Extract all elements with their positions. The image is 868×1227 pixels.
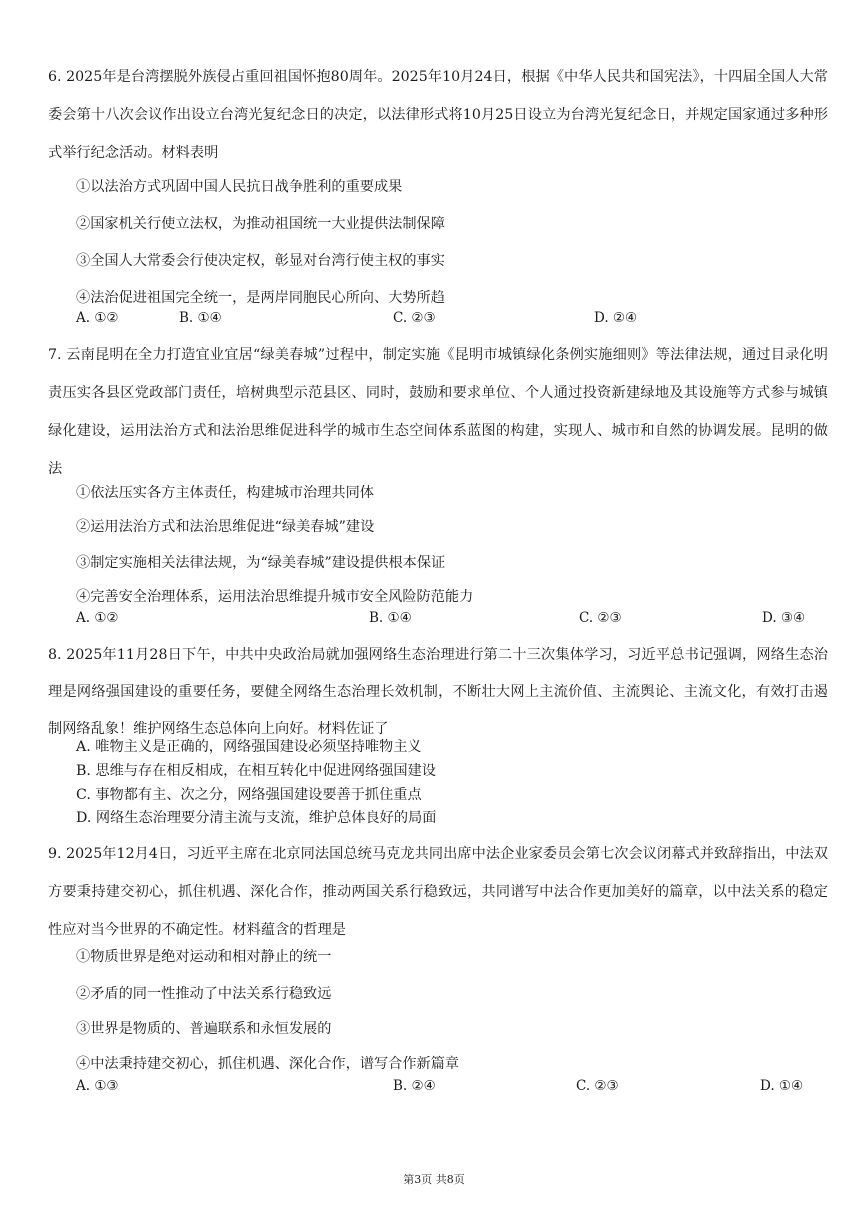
q9-statement-2: ②矛盾的同一性推动了中法关系行稳致远 [76, 986, 332, 1002]
q9-statement-3: ③世界是物质的、普遍联系和永恒发展的 [76, 1021, 332, 1037]
q9-choices [76, 1076, 816, 1096]
q9-statement-1: ①物质世界是绝对运动和相对静止的统一 [76, 949, 332, 965]
q6-choice-a[interactable]: A. ①② [76, 310, 119, 326]
q7-choices [76, 608, 816, 628]
q7-statement-3: ③制定实施相关法律法规，为“绿美春城”建设提供根本保证 [76, 555, 446, 571]
q8-option-a[interactable]: A. 唯物主义是正确的，网络强国建设必须坚持唯物主义 [76, 739, 422, 755]
q7-statement-4: ④完善安全治理体系，运用法治思维提升城市安全风险防范能力 [76, 589, 474, 605]
q7-choice-b[interactable]: B. ①④ [369, 610, 412, 626]
q7-statement-1: ①依法压实各方主体责任，构建城市治理共同体 [76, 485, 374, 501]
q6-statement-3: ③全国人大常委会行使决定权，彰显对台湾行使主权的事实 [76, 253, 445, 269]
question-6-stem: 6. 2025年是台湾摆脱外族侵占重回祖国怀抱80周年。2025年10月24日，根据《中华人民共和国宪法》，十四届全国人大常委会第十八次会议作出设立台湾光复纪念日的决定，以法律形式将10月25日设立为台湾光复纪念日，并规定国家通过多种形式举行纪念活动。材料表明 [48, 69, 828, 161]
q7-choice-a[interactable]: A. ①② [76, 610, 119, 626]
q6-statement-2: ②国家机关行使立法权，为推动祖国统一大业提供法制保障 [76, 216, 445, 232]
q8-option-b[interactable]: B. 思维与存在相反相成，在相互转化中促进网络强国建设 [76, 763, 436, 779]
q6-choice-c[interactable]: C. ②③ [393, 310, 436, 326]
q6-statement-1: ①以法治方式巩固中国人民抗日战争胜利的重要成果 [76, 179, 403, 195]
q8-option-d[interactable]: D. 网络生态治理要分清主流与支流，维护总体良好的局面 [76, 810, 437, 826]
q9-choice-b[interactable]: B. ②④ [393, 1078, 436, 1094]
q7-choice-d[interactable]: D. ③④ [762, 610, 806, 626]
q6-choice-b[interactable]: B. ①④ [179, 310, 222, 326]
q6-choice-d[interactable]: D. ②④ [594, 310, 638, 326]
q9-choice-d[interactable]: D. ①④ [760, 1078, 804, 1094]
q9-statement-4: ④中法秉持建交初心，抓住机遇、深化合作，谱写合作新篇章 [76, 1056, 460, 1072]
question-8-stem: 8. 2025年11月28日下午，中共中央政治局就加强网络生态治理进行第二十三次集体学习，习近平总书记强调，网络生态治理是网络强国建设的重要任务，要健全网络生态治理长效机制，不断壮大网上主流价值、主流舆论、主流文化，有效打击遏制网络乱象！维护网络生态总体向上向好。材料佐证了 [48, 647, 828, 737]
question-9-stem: 9. 2025年12月4日，习近平主席在北京同法国总统马克龙共同出席中法企业家委员会第七次会议闭幕式并致辞指出，中法双方要秉持建交初心，抓住机遇、深化合作，推动两国关系行稳致远，共同谱写中法合作更加美好的篇章，以中法关系的稳定性应对当今世界的不确定性。材料蕴含的哲理是 [48, 846, 828, 938]
q7-choice-c[interactable]: C. ②③ [579, 610, 622, 626]
q6-choices [76, 308, 816, 328]
q6-statement-4: ④法治促进祖国完全统一，是两岸同胞民心所向、大势所趋 [76, 290, 445, 306]
q9-choice-c[interactable]: C. ②③ [576, 1078, 619, 1094]
q8-option-c[interactable]: C. 事物都有主、次之分，网络强国建设要善于抓住重点 [76, 787, 422, 803]
q9-choice-a[interactable]: A. ①③ [76, 1078, 119, 1094]
q7-statement-2: ②运用法治方式和法治思维促进“绿美春城”建设 [76, 519, 375, 535]
question-7-stem: 7. 云南昆明在全力打造宜业宜居“绿美春城”过程中，制定实施《昆明市城镇绿化条例实施细则》等法律法规，通过目录化明责压实各县区党政部门责任，培树典型示范县区、同时，鼓励和要求单位、个人通过投资新建绿地及其设施等方式参与城镇绿化建设，运用法治方式和法治思维促进科学的城市生态空间体系蓝图的构建，实现人、城市和自然的协调发展。昆明的做法 [48, 347, 828, 477]
page-footer: 第3页 共8页 [403, 1173, 465, 1186]
